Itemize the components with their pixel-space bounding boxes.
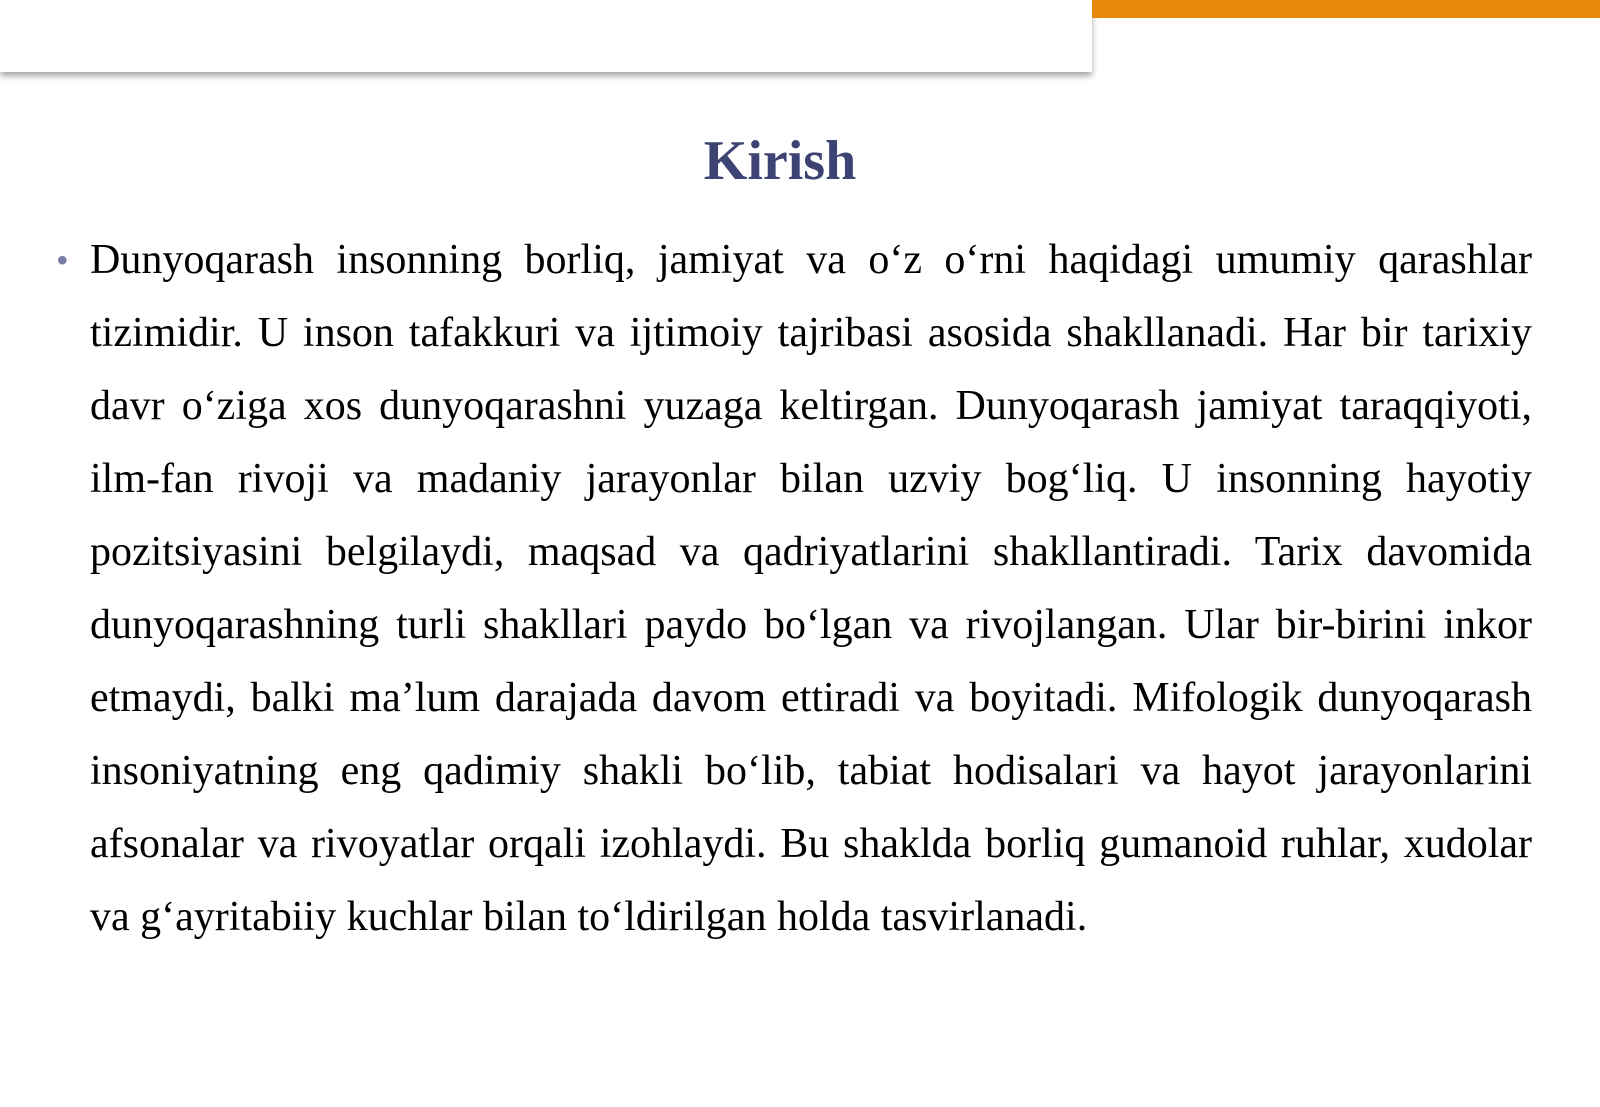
accent-bar <box>1092 0 1600 18</box>
bullet-icon: • <box>56 240 69 280</box>
bullet-text: Dunyoqarash insonning borliq, jamiyat va o‘z o‘rni haqidagi umumiy qarashlar tizimidir. U inson tafakkuri va ijtimoiy tajribasi asosida shakllanadi. Har bir tarixiy davr o‘ziga xos dunyoqarashni yuzaga keltirgan. Dunyoqarash jamiyat taraqqiyoti, ilm-fan rivoji va madaniy jarayonlar bilan uzviy bog‘liq. U insonning hayotiy pozitsiyasini belgilaydi, maqsad va qadriyatlarini shakllantiradi. Tarix davomida dunyoqarashning turli shakllari paydo bo‘lgan va rivojlangan. Ular bir-birini inkor etmaydi, balki ma’lum darajada davom ettiradi va boyitadi. Mifologik dunyoqarash insoniyatning eng qadimiy shakli bo‘lib, tabiat hodisalari va hayot jarayonlarini afsonalar va rivoyatlar orqali izohlaydi. Bu shaklda borliq gumanoid ruhlar, xudolar va g‘ayritabiiy kuchlar bilan to‘ldirilgan holda tasvirlanadi. <box>90 237 1532 940</box>
header-band <box>0 0 1092 72</box>
slide-content <box>0 224 1600 954</box>
bullet-item <box>56 224 1532 954</box>
slide-title: Kirish <box>703 130 857 192</box>
